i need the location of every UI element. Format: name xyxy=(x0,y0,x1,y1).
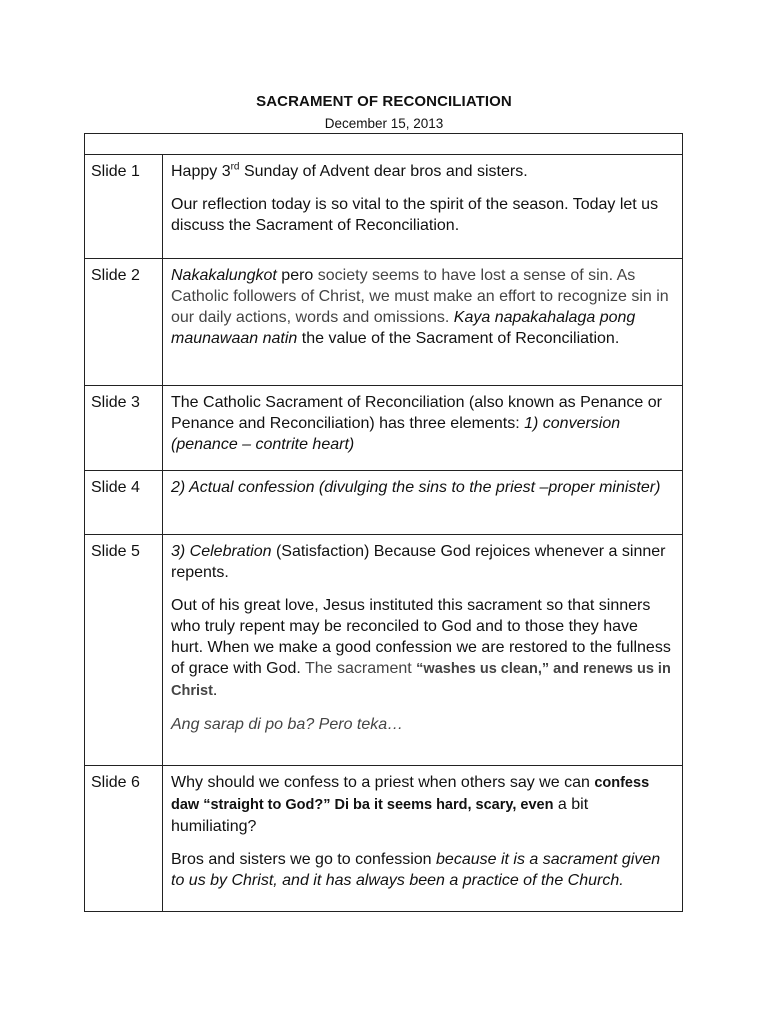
slide-content xyxy=(163,386,682,470)
paragraph: Bros and sisters we go to confession because it is a sacrament given to us by Christ, and it has always been a practice of the Church. xyxy=(171,851,661,889)
slide-label: Slide 3 xyxy=(85,386,163,470)
paragraph: Our reflection today is so vital to the spirit of the season. Today let us discuss the Sacrament of Reconciliation. xyxy=(171,196,659,234)
slide-label: Slide 6 xyxy=(85,766,163,911)
paragraph: 3) Celebration (Satisfaction) Because God rejoices whenever a sinner repents. xyxy=(171,543,666,581)
slide-content xyxy=(163,259,682,385)
paragraph: Ang sarap di po ba? Pero teka… xyxy=(171,716,404,733)
table-header-row xyxy=(85,134,682,154)
slide-label: Slide 1 xyxy=(85,155,163,258)
slides-table xyxy=(84,133,683,912)
document-date: December 15, 2013 xyxy=(324,116,444,131)
table-row-slide-2 xyxy=(85,258,682,385)
table-row-slide-3 xyxy=(85,385,682,470)
table-row-slide-4 xyxy=(85,470,682,534)
paragraph: Why should we confess to a priest when others say we can confess daw “straight to God?” Di ba it seems hard, scary, even a bit humiliating? xyxy=(171,774,650,835)
paragraph: 2) Actual confession (divulging the sins to the priest –proper minister) xyxy=(171,479,661,496)
slide-label: Slide 4 xyxy=(85,471,163,534)
document-title: SACRAMENT OF RECONCILIATION xyxy=(256,93,512,110)
slide-content xyxy=(163,535,682,765)
slide-label: Slide 2 xyxy=(85,259,163,385)
paragraph: The Catholic Sacrament of Reconciliation (also known as Penance or Penance and Reconciliation) has three elements: 1) conversion (penance – contrite heart) xyxy=(171,394,662,453)
slide-content xyxy=(163,766,682,911)
table-row-slide-6 xyxy=(85,765,682,911)
paragraph: Nakakalungkot pero society seems to have lost a sense of sin. As Catholic followers of Christ, we must make an effort to recognize sin in our daily actions, words and omissions. Kaya napakahalaga pong maunawaan natin the value of the Sacrament of Reconciliation. xyxy=(171,267,669,347)
slide-label: Slide 5 xyxy=(85,535,163,765)
slide-content xyxy=(163,471,682,534)
slide-content xyxy=(163,155,682,258)
table-row-slide-5 xyxy=(85,534,682,765)
paragraph: Out of his great love, Jesus instituted this sacrament so that sinners who truly repent may be reconciled to God and to those they have hurt. When we make a good confession we are restored to the fullness of grace with God. The sacrament “washes us clean,” and renews us in Christ. xyxy=(171,597,671,699)
paragraph: Happy 3rd Sunday of Advent dear bros and sisters. xyxy=(171,161,528,180)
table-row-slide-1 xyxy=(85,154,682,258)
